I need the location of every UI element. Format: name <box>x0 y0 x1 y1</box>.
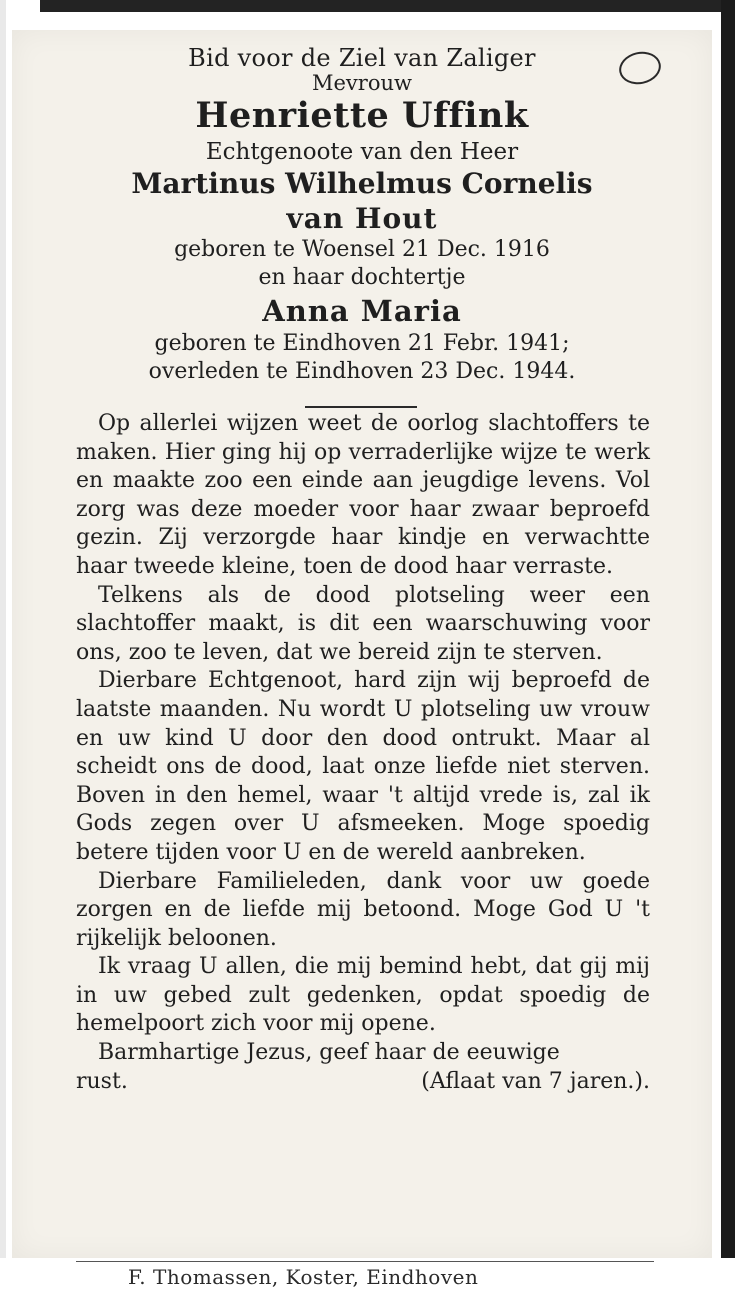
daughter-birth-line: geboren te Eindhoven 21 Febr. 1941; <box>154 331 570 356</box>
card-body <box>76 410 650 1096</box>
husband-name-line1: Martinus Wilhelmus Cornelis <box>131 167 593 200</box>
footer-rule <box>76 1261 654 1262</box>
paragraph-husband <box>76 667 650 867</box>
paragraph-war <box>76 410 650 582</box>
paragraph-family <box>76 868 650 954</box>
closing-prayer <box>76 1039 650 1068</box>
header-divider <box>305 406 417 408</box>
printer-imprint: F. Thomassen, Koster, Eindhoven <box>128 1265 479 1289</box>
paragraph-text: Dierbare Familieleden, dank voor uw goede zorgen en de liefde mij betoond. Moge God U 't rijkelijk beloonen. <box>76 868 650 951</box>
paragraph-text: Telkens als de dood plotseling weer een slachtoffer maakt, is dit een waarschuwing voor ons, zoo te leven, dat we bereid zijn te sterven. <box>76 582 650 665</box>
birth-line: geboren te Woensel 21 Dec. 1916 <box>174 237 550 262</box>
card-header <box>12 44 712 386</box>
paragraph-text: Op allerlei wijzen weet de oorlog slachtoffers te maken. Hier ging hij op verraderlijke wijze te werk en maakte zoo een einde aan jeugdige levens. Vol zorg was deze moeder voor haar zwaar beproefd gezin. Zij verzorgde haar kindje en verwachtte haar tweede kleine, toen de dood haar verraste. <box>76 411 650 579</box>
relation-line: Echtgenoote van den Heer <box>205 139 519 165</box>
memorial-card <box>12 30 712 1289</box>
scan-edge-top <box>40 0 735 12</box>
daughter-name: Anna Maria <box>262 294 462 328</box>
death-line: overleden te Eindhoven 23 Dec. 1944. <box>148 359 576 384</box>
closing-prayer-end: rust. <box>76 1068 128 1094</box>
intro-line: Bid voor de Ziel van Zaliger <box>188 44 536 72</box>
scan-edge-right <box>721 0 735 1258</box>
closing-prayer-text: Barmhartige Jezus, geef haar de eeuwige <box>98 1040 560 1066</box>
paragraph-warning <box>76 582 650 668</box>
title-mevrouw: Mevrouw <box>312 71 412 95</box>
paragraph-text: Ik vraag U allen, die mij bemind hebt, dat gij mij in uw gebed zult gedenken, opdat spoedig de hemelpoort zich voor mij opene. <box>76 954 650 1037</box>
deceased-name: Henriette Uffink <box>195 95 529 136</box>
paragraph-text: Dierbare Echtgenoot, hard zijn wij beproefd de laatste maanden. Nu wordt U plotseling uw vrouw en uw kind U door den dood ontrukt. Maar al scheidt ons de dood, laat onze liefde niet sterven. Boven in den hemel, waar 't altijd vrede is, zal ik Gods zegen over U afsmeeken. Moge spoedig betere tijden voor U en de wereld aanbreken. <box>76 668 650 865</box>
scan-edge-left <box>0 0 6 1258</box>
indulgence-note: (Aflaat van 7 jaren.). <box>421 1068 650 1094</box>
husband-name-line2: van Hout <box>286 202 438 235</box>
daughter-intro-line: en haar dochtertje <box>258 265 466 290</box>
closing-row <box>76 1068 650 1097</box>
paragraph-prayer-request <box>76 953 650 1039</box>
